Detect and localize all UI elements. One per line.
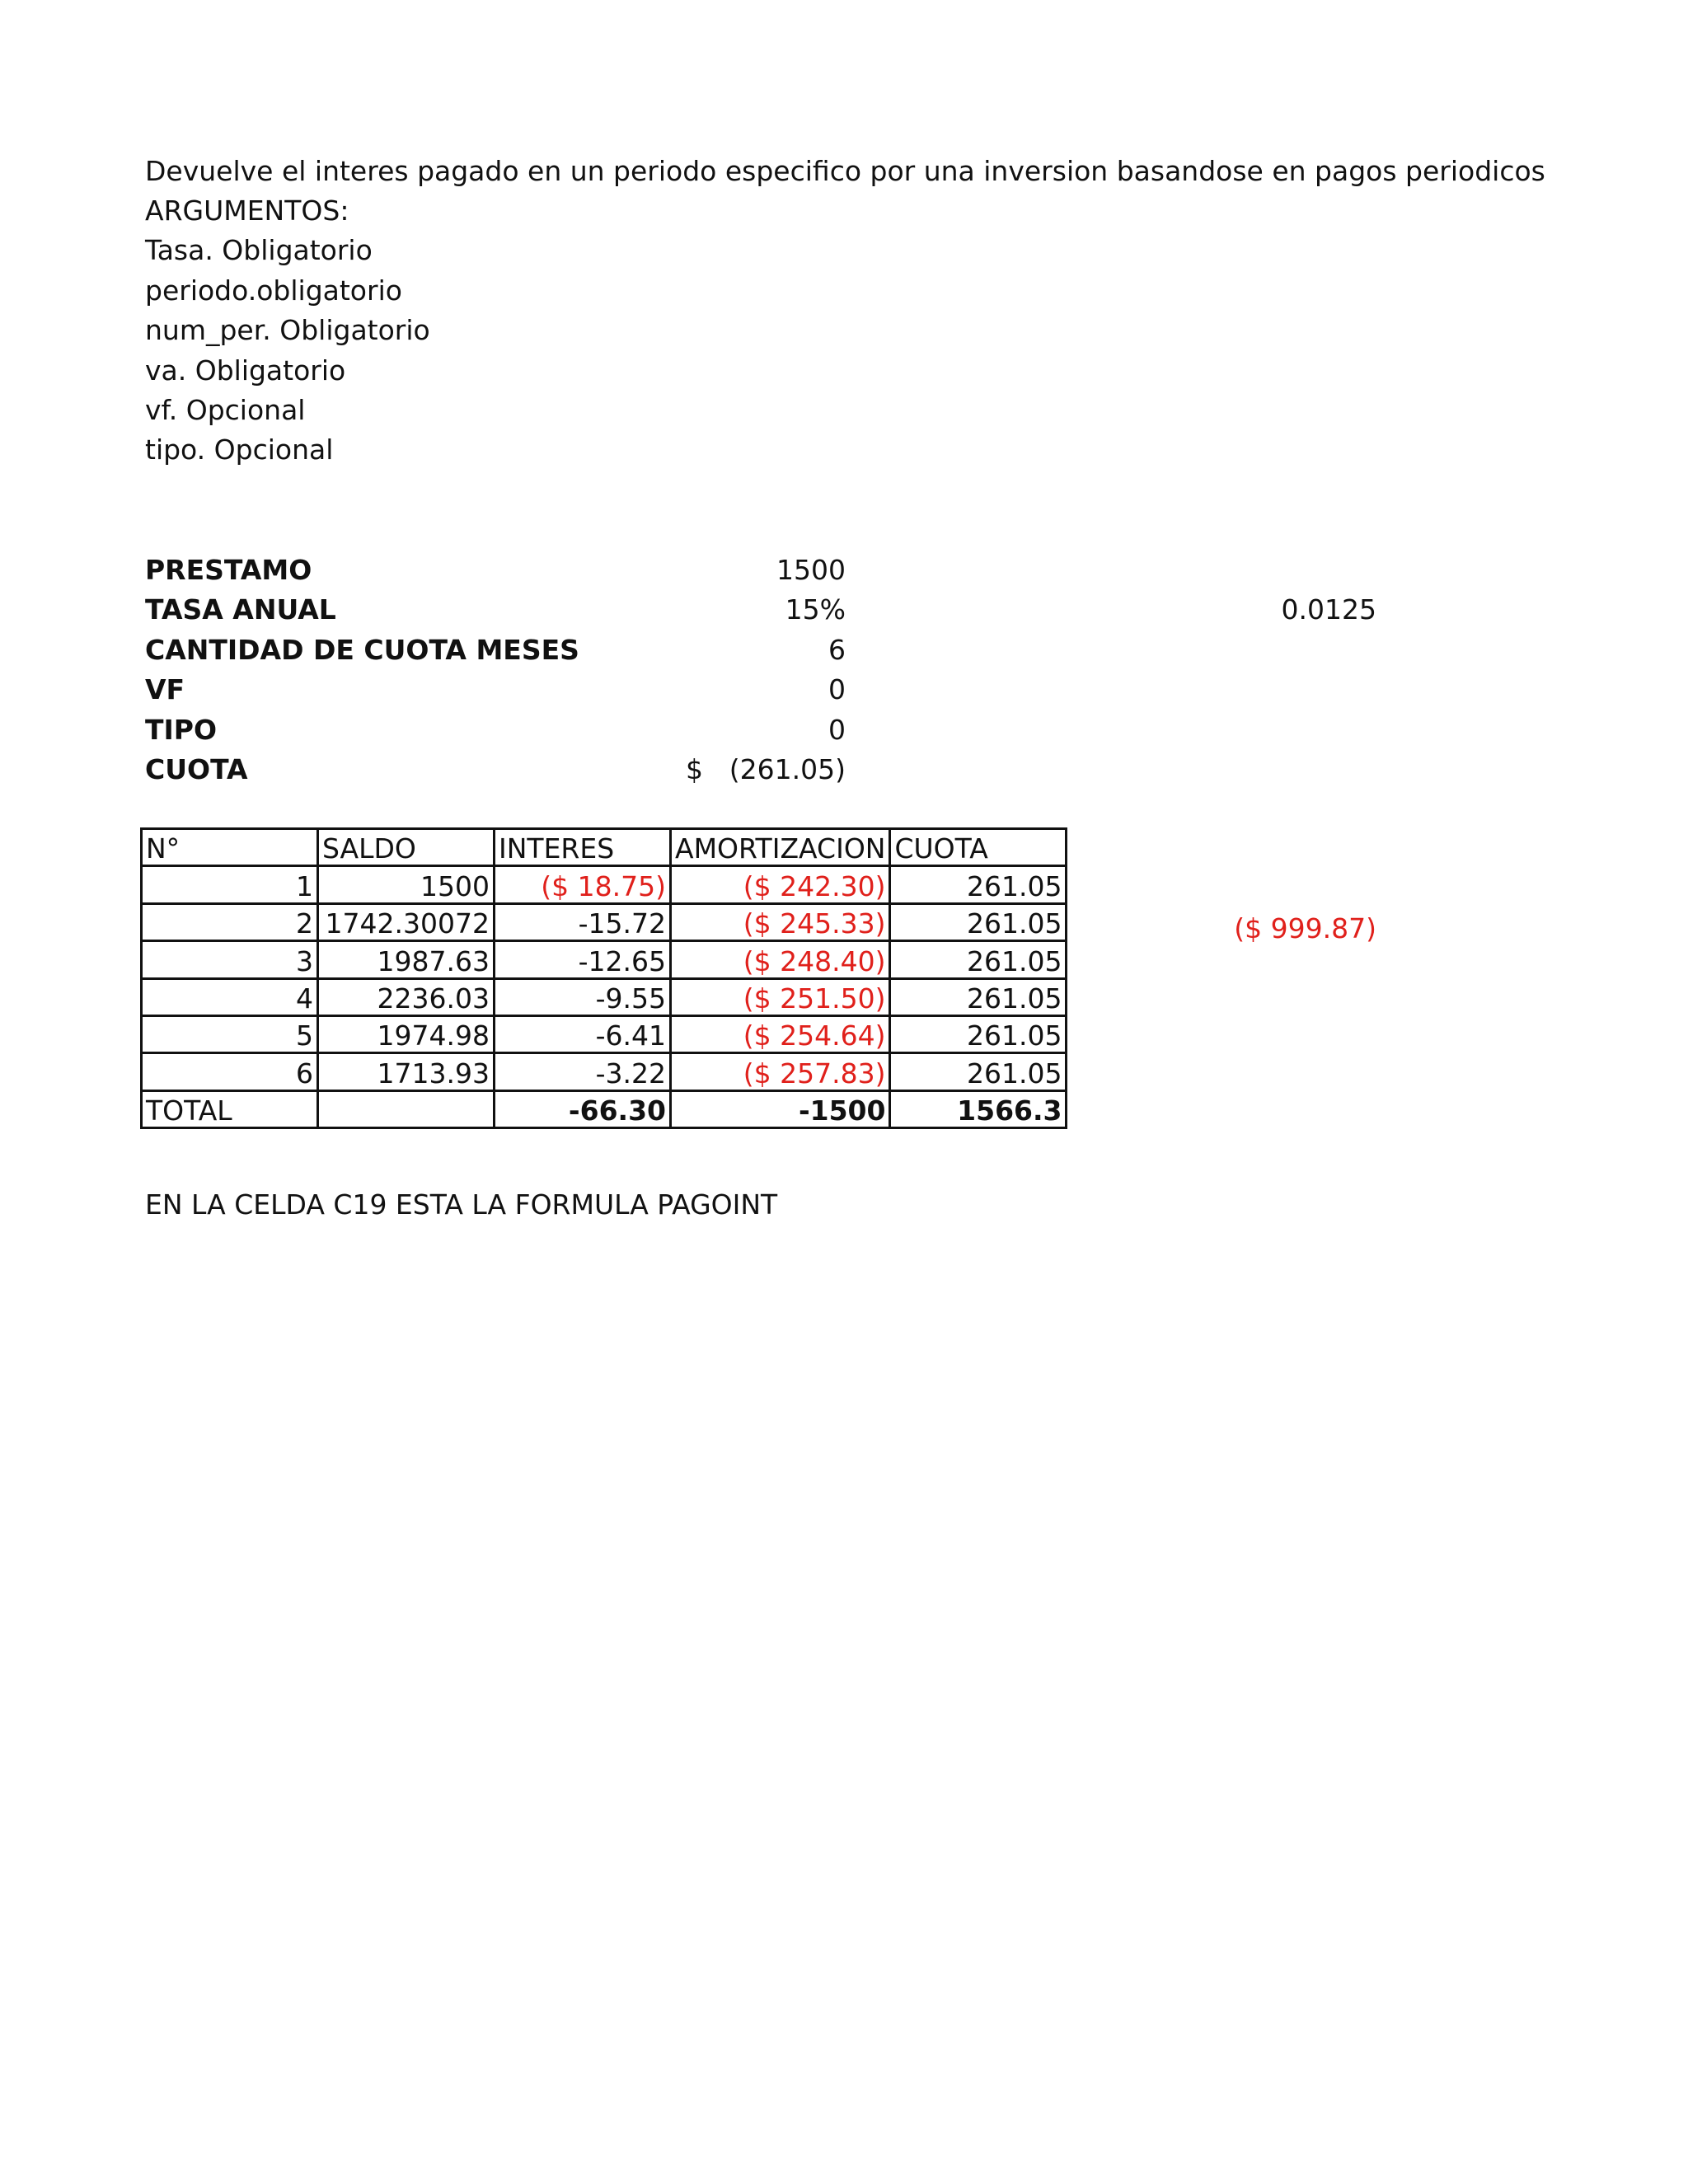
table-cell: ($ 242.30) bbox=[671, 866, 890, 903]
table-cell: 2236.03 bbox=[318, 978, 495, 1015]
param-currency: $ bbox=[686, 752, 703, 785]
table-cell: 1987.63 bbox=[318, 941, 495, 978]
table-cell: ($ 245.33) bbox=[671, 903, 890, 940]
table-cell: -3.22 bbox=[495, 1053, 671, 1090]
total-cell: -1500 bbox=[671, 1090, 890, 1127]
header-cell-cuota: CUOTA bbox=[890, 829, 1067, 866]
param-row-cantidad-cuota bbox=[145, 634, 846, 673]
table-cell: -9.55 bbox=[495, 978, 671, 1015]
table-cell: 5 bbox=[142, 1015, 318, 1052]
param-value: 15% bbox=[785, 593, 846, 626]
total-label-cell: TOTAL bbox=[142, 1090, 318, 1127]
argument-item: Tasa. Obligatorio bbox=[145, 234, 373, 267]
header-cell-n: N° bbox=[142, 829, 318, 866]
table-cell: 3 bbox=[142, 941, 318, 978]
table-cell: 261.05 bbox=[890, 866, 1067, 903]
table-cell: ($ 248.40) bbox=[671, 941, 890, 978]
argument-item: periodo.obligatorio bbox=[145, 274, 402, 307]
table-cell: 261.05 bbox=[890, 978, 1067, 1015]
table-row bbox=[142, 978, 1067, 1015]
param-value: 0 bbox=[828, 713, 846, 746]
table-cell: ($ 251.50) bbox=[671, 978, 890, 1015]
header-cell-amortizacion: AMORTIZACION bbox=[671, 829, 890, 866]
table-cell: 6 bbox=[142, 1053, 318, 1090]
param-row-tasa-anual bbox=[145, 593, 846, 633]
param-label: TASA ANUAL bbox=[145, 593, 336, 626]
table-cell: -12.65 bbox=[495, 941, 671, 978]
param-value: (261.05) bbox=[729, 752, 846, 785]
loan-parameters bbox=[145, 554, 846, 793]
param-label: CANTIDAD DE CUOTA MESES bbox=[145, 633, 579, 666]
total-payment-cell: ($ 999.87) bbox=[1234, 912, 1376, 944]
arguments-list bbox=[145, 194, 430, 474]
header-cell-saldo: SALDO bbox=[318, 829, 495, 866]
param-row-tipo bbox=[145, 714, 846, 753]
monthly-rate-cell: 0.0125 bbox=[1281, 593, 1376, 626]
table-total-row bbox=[142, 1090, 1067, 1127]
table-cell: 1742.30072 bbox=[318, 903, 495, 940]
param-row-prestamo bbox=[145, 554, 846, 593]
param-label: VF bbox=[145, 673, 185, 706]
total-cell: 1566.3 bbox=[890, 1090, 1067, 1127]
param-label: TIPO bbox=[145, 713, 218, 746]
arguments-title: ARGUMENTOS: bbox=[145, 194, 349, 227]
param-value: 1500 bbox=[776, 554, 846, 586]
argument-item: va. Obligatorio bbox=[145, 354, 346, 387]
total-cell bbox=[318, 1090, 495, 1127]
param-row-cuota bbox=[145, 753, 846, 793]
table-cell: 4 bbox=[142, 978, 318, 1015]
table-row bbox=[142, 941, 1067, 978]
param-value: 6 bbox=[828, 633, 846, 666]
argument-item: tipo. Opcional bbox=[145, 434, 334, 466]
table-cell: ($ 257.83) bbox=[671, 1053, 890, 1090]
param-value: 0 bbox=[828, 673, 846, 706]
table-cell: 261.05 bbox=[890, 1015, 1067, 1052]
table-cell: -15.72 bbox=[495, 903, 671, 940]
param-label: CUOTA bbox=[145, 752, 248, 785]
table-cell: -6.41 bbox=[495, 1015, 671, 1052]
param-label: PRESTAMO bbox=[145, 554, 312, 586]
table-cell: 1500 bbox=[318, 866, 495, 903]
header-cell-interes: INTERES bbox=[495, 829, 671, 866]
table-cell: 2 bbox=[142, 903, 318, 940]
total-cell: -66.30 bbox=[495, 1090, 671, 1127]
function-description: Devuelve el interes pagado en un periodo especifico por una inversion basandose en pagos periodicos bbox=[145, 155, 1545, 187]
param-row-vf bbox=[145, 673, 846, 713]
argument-item: num_per. Obligatorio bbox=[145, 314, 430, 347]
table-cell: 261.05 bbox=[890, 941, 1067, 978]
table-row bbox=[142, 866, 1067, 903]
amortization-table bbox=[140, 827, 1067, 1129]
table-cell: 261.05 bbox=[890, 1053, 1067, 1090]
table-cell: 261.05 bbox=[890, 903, 1067, 940]
table-header-row bbox=[142, 829, 1067, 866]
table-cell: 1 bbox=[142, 866, 318, 903]
table-cell: 1713.93 bbox=[318, 1053, 495, 1090]
table-row bbox=[142, 903, 1067, 940]
table-cell: ($ 254.64) bbox=[671, 1015, 890, 1052]
table-cell: 1974.98 bbox=[318, 1015, 495, 1052]
argument-item: vf. Opcional bbox=[145, 393, 306, 426]
table-row bbox=[142, 1015, 1067, 1052]
footnote-text: EN LA CELDA C19 ESTA LA FORMULA PAGOINT bbox=[145, 1188, 778, 1221]
table-cell: ($ 18.75) bbox=[495, 866, 671, 903]
table-row bbox=[142, 1053, 1067, 1090]
